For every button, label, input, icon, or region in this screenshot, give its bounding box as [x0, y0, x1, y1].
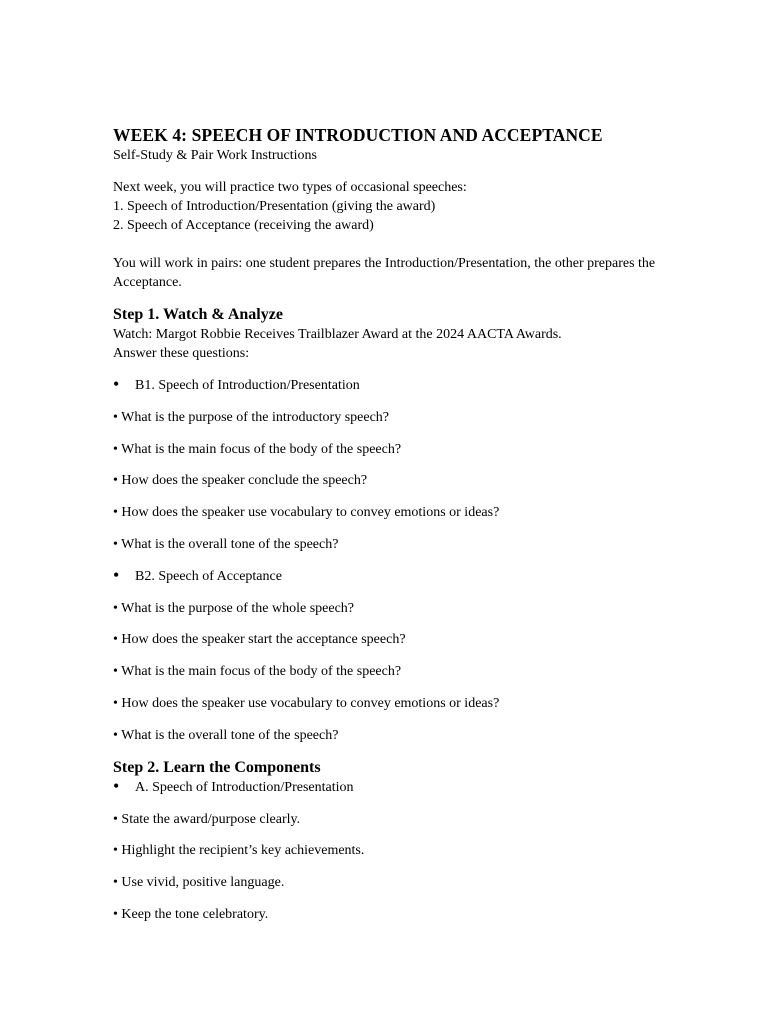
b2-question: • What is the main focus of the body of the speech? [113, 664, 402, 680]
b2-question: • What is the overall tone of the speech? [113, 727, 339, 743]
a-item: • State the award/purpose clearly. [113, 811, 301, 827]
b2-question: • How does the speaker use vocabulary to convey emotions or ideas? [113, 695, 500, 711]
a-item: • Highlight the recipient’s key achievements. [113, 843, 365, 859]
answer-instruction: Answer these questions: [113, 346, 250, 361]
a-section-label [113, 775, 673, 797]
a-item: • Keep the tone celebratory. [113, 906, 269, 922]
b1-question: • How does the speaker conclude the speech? [113, 473, 368, 489]
b1-question: • What is the purpose of the introductory speech? [113, 409, 390, 425]
b1-section-label [113, 376, 673, 395]
bullet-icon: • [113, 564, 120, 585]
document-title: WEEK 4: SPEECH OF INTRODUCTION AND ACCEPTANCE [113, 125, 603, 145]
bullet-icon: • [113, 374, 120, 394]
b1-question: • What is the main focus of the body of the speech? [113, 441, 402, 457]
a-label: A. Speech of Introduction/Presentation [135, 779, 354, 795]
b1-label: B1. Speech of Introduction/Presentation [135, 378, 360, 393]
pairs-instructions: You will work in pairs: one student prepares the Introduction/Presentation, the other prepares the Acceptance. [113, 256, 656, 290]
step2-heading: Step 2. Learn the Components [113, 758, 321, 776]
document-subtitle: Self-Study & Pair Work Instructions [113, 148, 317, 163]
intro-line-1: Next week, you will practice two types of occasional speeches: [113, 180, 467, 195]
b2-label: B2. Speech of Acceptance [135, 568, 282, 584]
watch-instruction: Watch: Margot Robbie Receives Trailblazer Award at the 2024 AACTA Awards. [113, 327, 562, 342]
b1-question: • What is the overall tone of the speech? [113, 536, 339, 552]
b2-question: • What is the purpose of the whole speech? [113, 600, 355, 616]
document-page [113, 124, 673, 924]
b1-question: • How does the speaker use vocabulary to convey emotions or ideas? [113, 505, 500, 521]
intro-line-2: 1. Speech of Introduction/Presentation (giving the award) [113, 199, 436, 214]
step1-heading: Step 1. Watch & Analyze [113, 306, 283, 323]
a-item: • Use vivid, positive language. [113, 875, 285, 891]
b2-section-label [113, 564, 673, 586]
bullet-icon: • [113, 775, 120, 796]
intro-line-3: 2. Speech of Acceptance (receiving the award) [113, 218, 374, 233]
b2-question: • How does the speaker start the acceptance speech? [113, 632, 406, 648]
